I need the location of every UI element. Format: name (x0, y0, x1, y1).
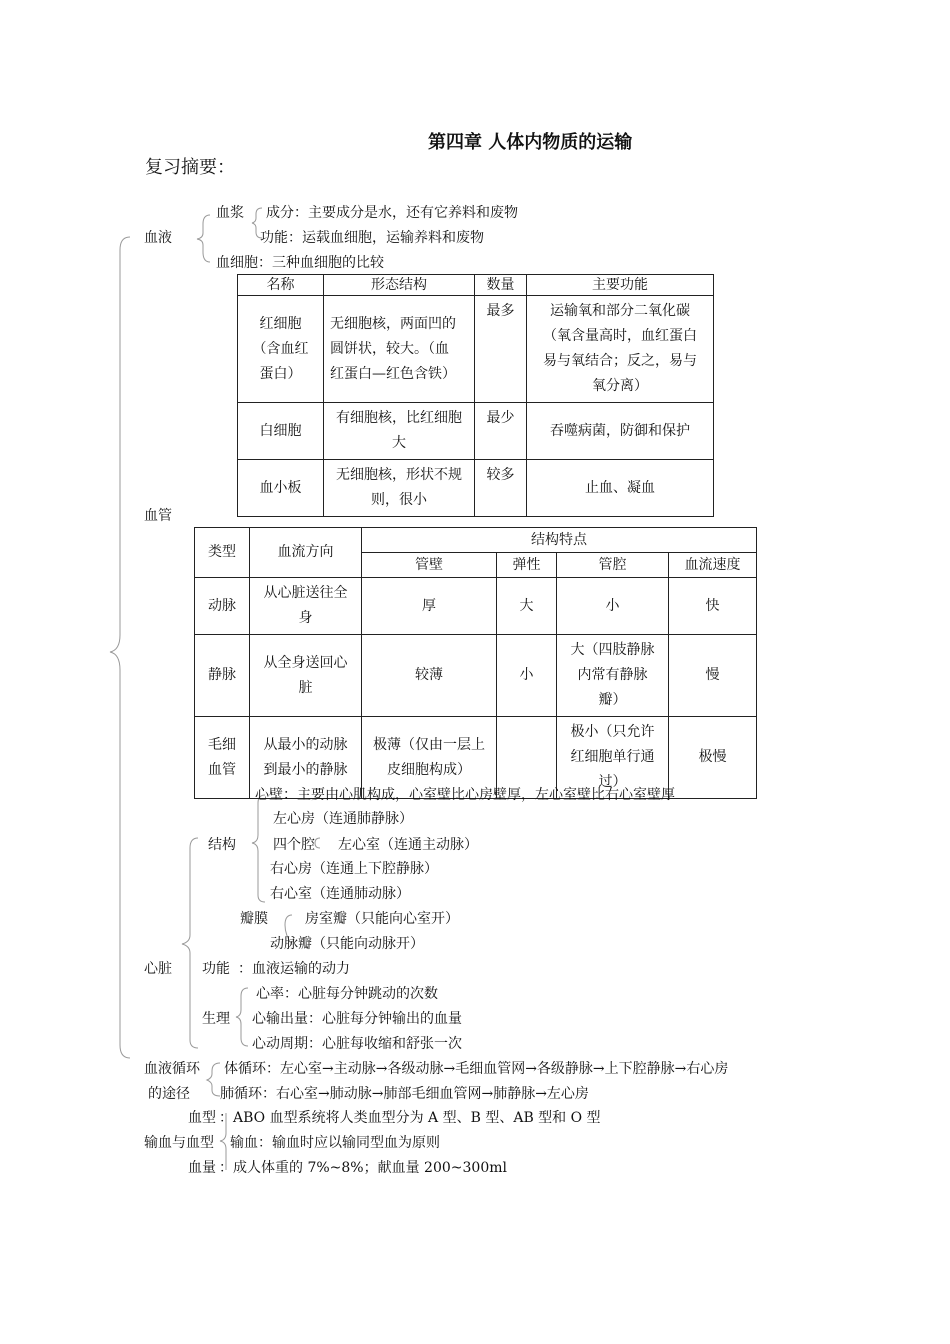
blood-volume-label: 血量 (188, 1160, 216, 1176)
plasma-function: 功能：运载血细胞，运输养料和废物 (260, 230, 484, 246)
table-cell: 从心脏送往全 身 (250, 578, 362, 635)
table-cell: 最少 (475, 403, 527, 460)
blood-type-label: 血型 (188, 1110, 216, 1126)
table-header-row (238, 275, 714, 296)
table-cell: 厚 (362, 578, 497, 635)
table-cell: 运输氧和部分二氧化碳 （氧含量高时，血红蛋白 易与氧结合；反之，易与 氧分离） (527, 296, 714, 403)
table-header: 血流方向 (250, 528, 362, 578)
table-cell: 极小（只允许 红细胞单行通 过） (557, 717, 669, 799)
table-row (195, 578, 757, 635)
page-title: 第四章 人体内物质的运输 (428, 132, 633, 153)
table-cell: 极慢 (669, 717, 757, 799)
table-cell: 红细胞 （含血红 蛋白） (238, 296, 324, 403)
table-header: 结构特点 (362, 528, 757, 553)
vessel-table (194, 527, 757, 799)
transfusion-text: 输血：输血时应以输同型血为原则 (230, 1135, 440, 1151)
table-cell: 静脉 (195, 635, 250, 717)
plasma-label: 血浆 (216, 205, 244, 221)
table-header: 弹性 (497, 553, 557, 578)
blood-volume-text: ：成人体重的 7%~8%；献血量 200~300ml (219, 1160, 507, 1176)
table-cell: 白细胞 (238, 403, 324, 460)
four-chambers-label: 四个腔 (273, 837, 315, 853)
table-header: 血流速度 (669, 553, 757, 578)
circulation-label-2: 的途径 (148, 1086, 190, 1102)
table-header: 形态结构 (324, 275, 475, 296)
table-row (238, 296, 714, 403)
right-ventricle: 右心室（连通肺动脉） (270, 886, 410, 902)
table-cell: 最多 (475, 296, 527, 403)
systemic-circulation: 体循环：左心室→主动脉→各级动脉→毛细血管网→各级静脉→上下腔静脉→右心房 (224, 1061, 729, 1077)
pulmonary-circulation: 肺循环：右心室→肺动脉→肺部毛细血管网→肺静脉→左心房 (220, 1086, 589, 1102)
heart-structure-label: 结构 (208, 837, 236, 853)
table-cell: 快 (669, 578, 757, 635)
table-cell: 大 (497, 578, 557, 635)
blood-label: 血液 (144, 230, 172, 246)
circulation-label: 血液循环 (144, 1061, 200, 1077)
table-header: 管壁 (362, 553, 497, 578)
table-cell: 无细胞核，两面凹的 圆饼状，较大。（血 红蛋白—红色含铁） (324, 296, 475, 403)
table-cell: 血小板 (238, 460, 324, 517)
table-row (238, 460, 714, 517)
table-cell: 从全身送回心 脏 (250, 635, 362, 717)
table-row (238, 403, 714, 460)
table-cell: 无细胞核，形状不规 则，很小 (324, 460, 475, 517)
plasma-composition: 成分：主要成分是水，还有它养料和废物 (266, 205, 518, 221)
heart-function-label: 功能 (202, 961, 230, 977)
table-cell: 较多 (475, 460, 527, 517)
table-cell: 慢 (669, 635, 757, 717)
table-cell: 止血、凝血 (527, 460, 714, 517)
vessels-label: 血管 (144, 508, 172, 524)
table-header: 主要功能 (527, 275, 714, 296)
transfusion-label: 输血与血型 (144, 1135, 214, 1151)
av-valve: 房室瓣（只能向心室开） (305, 911, 459, 927)
heart-wall: 心壁：主要由心肌构成，心室壁比心房壁厚，左心室壁比右心室壁厚 (255, 787, 675, 803)
left-atrium: 左心房（连通肺静脉） (273, 811, 413, 827)
heart-label: 心脏 (144, 961, 172, 977)
table-cell: 小 (557, 578, 669, 635)
table-cell: 极薄（仅由一层上 皮细胞构成） (362, 717, 497, 799)
table-header: 名称 (238, 275, 324, 296)
cardiac-cycle: 心动周期：心脏每收缩和舒张一次 (252, 1036, 462, 1052)
page-subtitle: 复习摘要： (145, 157, 235, 178)
table-cell: 有细胞核，比红细胞 大 (324, 403, 475, 460)
heart-function-text: ：血液运输的动力 (238, 961, 350, 977)
left-ventricle: 左心室（连通主动脉） (338, 837, 478, 853)
heart-physiology-label: 生理 (202, 1011, 230, 1027)
table-header: 数量 (475, 275, 527, 296)
table-header: 类型 (195, 528, 250, 578)
table-header-row (195, 528, 757, 553)
table-header: 管腔 (557, 553, 669, 578)
heart-output: 心输出量：心脏每分钟输出的血量 (252, 1011, 462, 1027)
table-cell: 大（四肢静脉 内常有静脉 瓣） (557, 635, 669, 717)
table-cell: 从最小的动脉 到最小的静脉 (250, 717, 362, 799)
blood-type-text: ：ABO 血型系统将人类血型分为 A 型、B 型、AB 型和 O 型 (219, 1110, 601, 1126)
table-cell: 较薄 (362, 635, 497, 717)
blood-cell-table (237, 274, 714, 517)
table-cell: 毛细 血管 (195, 717, 250, 799)
table-cell: 吞噬病菌，防御和保护 (527, 403, 714, 460)
table-cell: 动脉 (195, 578, 250, 635)
table-row (195, 635, 757, 717)
arterial-valve: 动脉瓣（只能向动脉开） (270, 936, 424, 952)
blood-cells-intro: 血细胞：三种血细胞的比较 (216, 255, 384, 271)
heart-rate: 心率：心脏每分钟跳动的次数 (256, 986, 438, 1002)
table-cell: 小 (497, 635, 557, 717)
right-atrium: 右心房（连通上下腔静脉） (270, 861, 438, 877)
valve-label: 瓣膜 (240, 911, 268, 927)
